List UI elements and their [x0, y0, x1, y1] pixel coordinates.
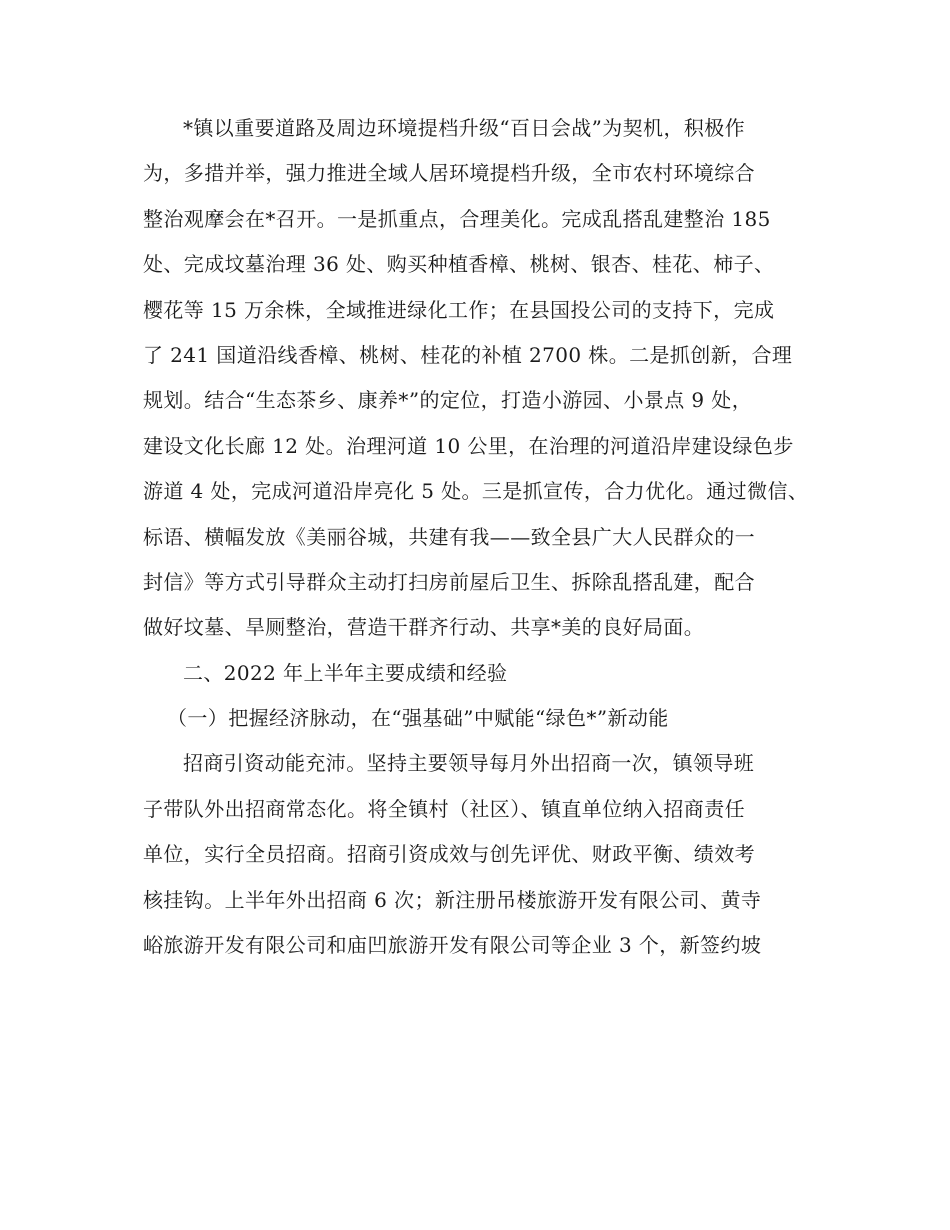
paragraph-line: 峪旅游开发有限公司和庙凹旅游开发有限公司等企业 3 个，新签约坡: [143, 933, 762, 958]
paragraph-line: 整治观摩会在*召开。一是抓重点，合理美化。完成乱搭乱建整治 185: [143, 206, 771, 231]
paragraph-line: 规划。结合“生态茶乡、康养*”的定位，打造小游园、小景点 9 处，: [143, 388, 753, 413]
subsection-heading: （一）把握经济脉动，在“强基础”中赋能“绿色*”新动能: [167, 706, 669, 731]
paragraph-line: 樱花等 15 万余株，全域推进绿化工作；在县国投公司的支持下，完成: [143, 297, 775, 322]
paragraph-line: 子带队外出招商常态化。将全镇村（社区）、镇直单位纳入招商责任: [143, 796, 745, 821]
paragraph-line: 了 241 国道沿线香樟、桃树、桂花的补植 2700 株。二是抓创新，合理: [143, 342, 793, 367]
paragraph-line: 处、完成坟墓治理 36 处、购买种植香樟、桃树、银杏、桂花、柿子、: [143, 252, 775, 277]
paragraph-line: 为，多措并举，强力推进全域人居环境提档升级，全市农村环境综合: [143, 161, 755, 186]
paragraph-line: 封信》等方式引导群众主动打扫房前屋后卫生、拆除乱搭乱建，配合: [143, 569, 755, 594]
paragraph-investment: [143, 748, 863, 960]
paragraph-line: 做好坟墓、旱厕整治，营造干群齐行动、共享*美的良好局面。: [143, 615, 705, 640]
paragraph-line: 游道 4 处，完成河道沿岸亮化 5 处。三是抓宣传，合力优化。通过微信、: [143, 479, 809, 504]
paragraph-line: *镇以重要道路及周边环境提档升级“百日会战”为契机，积极作: [183, 116, 746, 140]
paragraph-line: 招商引资动能充沛。坚持主要领导每月外出招商一次，镇领导班: [183, 751, 755, 776]
paragraph-environment: [143, 113, 863, 642]
paragraph-line: 单位，实行全员招商。招商引资成效与创先评优、财政平衡、绩效考: [143, 842, 755, 867]
paragraph-line: 建设文化长廊 12 处。治理河道 10 公里，在治理的河道沿岸建设绿色步: [143, 433, 794, 458]
paragraph-line: 核挂钩。上半年外出招商 6 次；新注册吊楼旅游开发有限公司、黄寺: [143, 887, 762, 912]
document-body: [143, 113, 863, 975]
section-heading: 二、2022 年上半年主要成绩和经验: [183, 660, 508, 685]
paragraph-line: 标语、横幅发放《美丽谷城，共建有我——致全县广大人民群众的一: [143, 524, 755, 549]
